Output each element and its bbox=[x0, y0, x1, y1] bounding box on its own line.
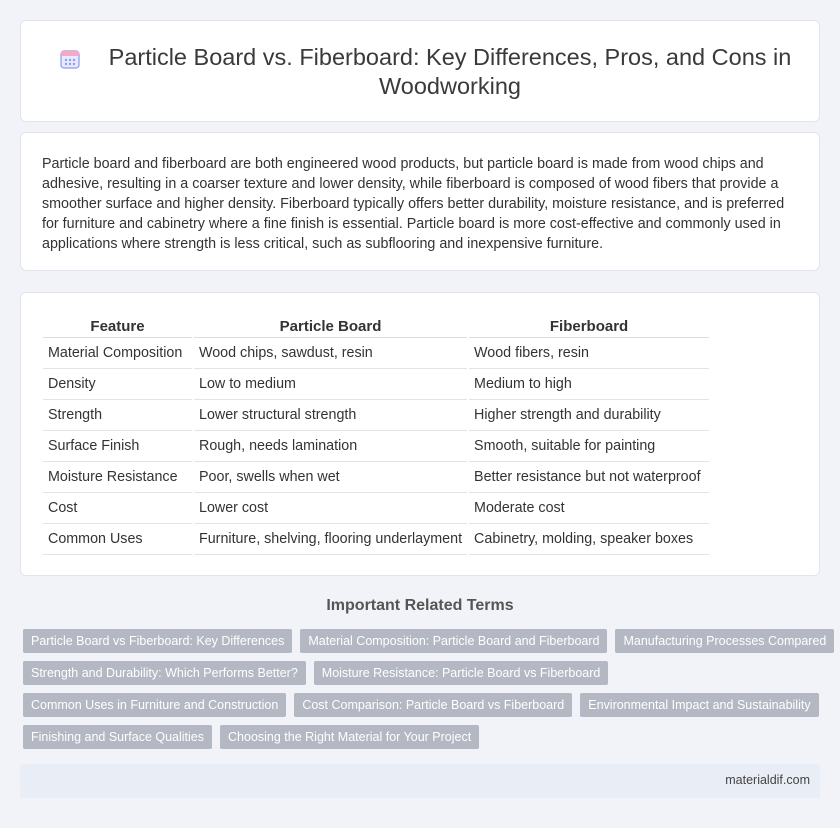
table-row bbox=[43, 399, 709, 430]
related-tag[interactable]: Cost Comparison: Particle Board vs Fiberboard bbox=[294, 693, 572, 717]
table-cell: Medium to high bbox=[468, 368, 709, 399]
table-cell: Rough, needs lamination bbox=[193, 430, 468, 461]
related-tag[interactable]: Environmental Impact and Sustainability bbox=[580, 693, 818, 717]
table-cell: Cost bbox=[43, 492, 193, 523]
table-cell: Lower structural strength bbox=[193, 399, 468, 430]
table-row bbox=[43, 523, 709, 554]
table-cell: Better resistance but not waterproof bbox=[468, 461, 709, 492]
related-tag[interactable]: Material Composition: Particle Board and Fiberboard bbox=[300, 629, 607, 653]
table-cell: Density bbox=[43, 368, 193, 399]
table-row bbox=[43, 368, 709, 399]
related-tag[interactable]: Strength and Durability: Which Performs Better? bbox=[23, 661, 306, 685]
intro-paragraph: Particle board and fiberboard are both engineered wood products, but particle board is made from wood chips and adhesive, resulting in a coarser texture and lower density, while fiberboard is composed of wood fibers that provide a smoother surface and higher density. Fiberboard typically offers better durability, moisture resistance, and is preferred for furniture and cabinetry where a fine finish is essential. Particle board is more cost-effective and commonly used in applications where strength is less critical, such as subflooring and inexpensive furniture. bbox=[42, 156, 785, 252]
table-cell: Wood chips, sawdust, resin bbox=[193, 337, 468, 368]
table-cell: Wood fibers, resin bbox=[468, 337, 709, 368]
footer bbox=[20, 764, 820, 798]
table-row bbox=[43, 492, 709, 523]
related-terms-heading: Important Related Terms bbox=[326, 597, 514, 614]
related-tag[interactable]: Choosing the Right Material for Your Project bbox=[220, 725, 479, 749]
footer-site-name: materialdif.com bbox=[725, 773, 810, 787]
table-cell: Lower cost bbox=[193, 492, 468, 523]
title-card bbox=[20, 20, 820, 122]
tag-row bbox=[23, 725, 813, 749]
intro-card bbox=[20, 132, 820, 271]
comparison-table bbox=[43, 315, 709, 555]
table-cell: Furniture, shelving, flooring underlayment bbox=[193, 523, 468, 554]
table-cell: Common Uses bbox=[43, 523, 193, 554]
tag-row bbox=[23, 661, 813, 685]
table-cell: Moisture Resistance bbox=[43, 461, 193, 492]
table-row bbox=[43, 430, 709, 461]
table-cell: Material Composition bbox=[43, 337, 193, 368]
table-cell: Smooth, suitable for painting bbox=[468, 430, 709, 461]
table-cell: Moderate cost bbox=[468, 492, 709, 523]
table-cell: Cabinetry, molding, speaker boxes bbox=[468, 523, 709, 554]
page-title: Particle Board vs. Fiberboard: Key Differences, Pros, and Cons in Woodworking bbox=[108, 44, 792, 99]
table-cell: Strength bbox=[43, 399, 193, 430]
related-tag[interactable]: Common Uses in Furniture and Construction bbox=[23, 693, 286, 717]
related-tag[interactable]: Manufacturing Processes Compared bbox=[615, 629, 834, 653]
header-particle-board: Particle Board bbox=[193, 315, 468, 337]
table-cell: Poor, swells when wet bbox=[193, 461, 468, 492]
table-cell: Higher strength and durability bbox=[468, 399, 709, 430]
table-row bbox=[43, 461, 709, 492]
comparison-table-card bbox=[20, 292, 820, 576]
related-tag[interactable]: Finishing and Surface Qualities bbox=[23, 725, 212, 749]
header-feature: Feature bbox=[43, 315, 193, 337]
table-header-row bbox=[43, 315, 709, 337]
header-fiberboard: Fiberboard bbox=[468, 315, 709, 337]
table-row bbox=[43, 337, 709, 368]
table-cell: Surface Finish bbox=[43, 430, 193, 461]
related-tag[interactable]: Moisture Resistance: Particle Board vs Fiberboard bbox=[314, 661, 609, 685]
tag-row bbox=[23, 693, 813, 717]
tag-row bbox=[23, 629, 827, 653]
title-wrap bbox=[61, 43, 799, 101]
related-tag[interactable]: Particle Board vs Fiberboard: Key Differences bbox=[23, 629, 292, 653]
related-terms-list bbox=[23, 629, 827, 757]
table-cell: Low to medium bbox=[193, 368, 468, 399]
